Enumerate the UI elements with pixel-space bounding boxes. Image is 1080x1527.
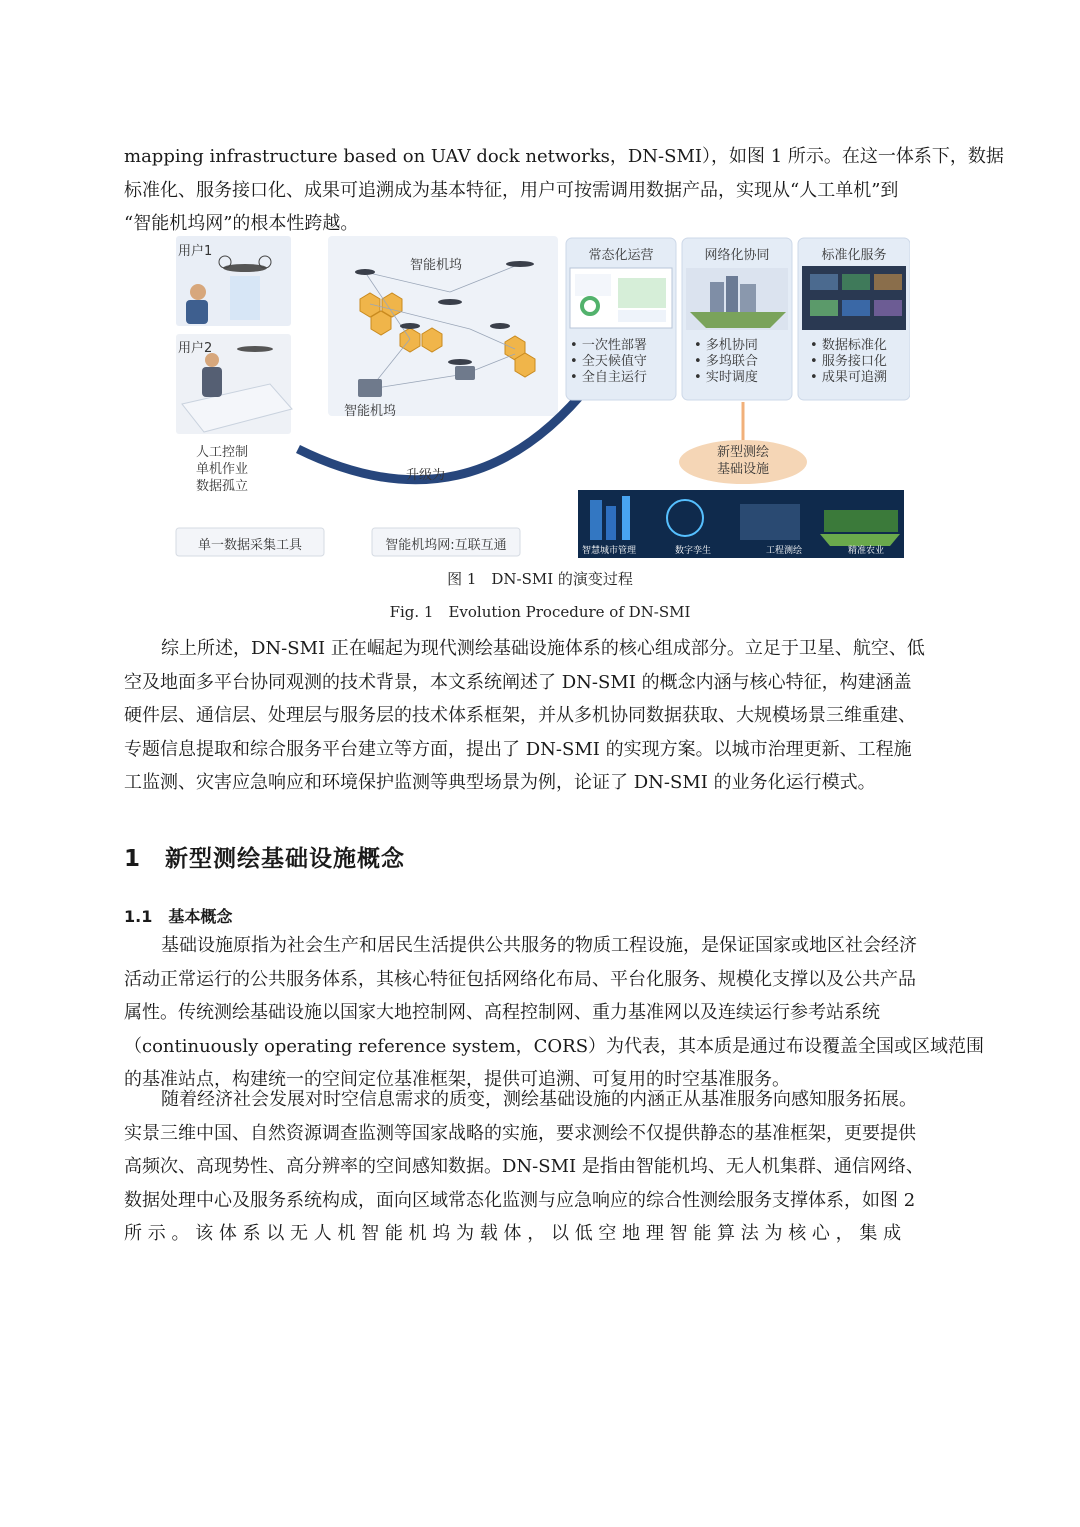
dock-bottom-label: 智能机坞 (344, 404, 397, 419)
oval-text: 新型测绘 (716, 445, 769, 460)
user2-label: 用户2 (178, 341, 213, 356)
text-line: mapping infrastructure based on UAV dock networks，DN-SMI），如图 1 所示。在这一体系下，数据 (124, 146, 1004, 167)
column-item: 实时调度 (705, 370, 758, 385)
oval-text: 基础设施 (716, 462, 769, 477)
manual-feature: 单机作业 (196, 462, 249, 477)
column-list: • 一次性部署 • 全天候值守 • 全自主运行 (570, 338, 647, 385)
text-line: 专题信息提取和综合服务平台建立等方面，提出了 DN-SMI 的实现方案。以城市治理更新、工程施 (124, 738, 912, 760)
text-line: 综上所述，DN-SMI 正在崛起为现代测绘基础设施体系的核心组成部分。立足于卫星、航空、低 (161, 638, 925, 659)
text-line: 高频次、高现势性、高分辨率的空间感知数据。DN-SMI 是指由智能机坞、无人机集群、通信网络、 (124, 1156, 924, 1177)
column-title: 标准化服务 (821, 248, 887, 263)
text-line: 工监测、灾害应急响应和环境保护监测等典型场景为例，论证了 DN-SMI 的业务化运行模式。 (124, 772, 876, 793)
text-line: 的基准站点，构建统一的空间定位基准框架，提供可追溯、可复用的时空基准服务。 (124, 1069, 790, 1090)
text-line: （continuously operating reference system，CORS）为代表，其本质是通过布设覆盖全国或区域范围 (124, 1035, 985, 1057)
scene-label: 智慧城市管理 (582, 546, 637, 556)
left-bottom-label: 单一数据采集工具 (197, 538, 302, 553)
column-title: 网络化协同 (704, 248, 770, 263)
text-line: 空及地面多平台协同观测的技术背景，本文系统阐述了 DN-SMI 的概念内涵与核心特征，构建涵盖 (124, 671, 912, 693)
figure-caption-en: Fig. 1 Evolution Procedure of DN-SMI (389, 603, 691, 621)
subsection-heading: 1.1 基本概念 (124, 907, 233, 926)
mid-bottom-label: 智能机坞网:互联互通 (385, 538, 507, 553)
user1-label: 用户1 (178, 244, 213, 259)
column-item: 多坞联合 (705, 354, 758, 369)
scene-label: 精准农业 (848, 546, 885, 556)
column-item: 全天候值守 (581, 354, 647, 369)
figure-graphic (170, 234, 910, 562)
figure-1 (170, 234, 910, 562)
summary-paragraph (124, 632, 964, 800)
text-line: 数据处理中心及服务系统构成，面向区域常态化监测与应急响应的综合性测绘服务支撑体系，如图 2 (124, 1189, 916, 1211)
manual-features (196, 444, 248, 495)
column-item: 全自主运行 (581, 370, 647, 385)
intro-paragraph (124, 140, 1004, 241)
text-line: “智能机坞网”的根本性跨越。 (124, 213, 359, 234)
body-paragraph-2 (124, 1083, 964, 1251)
text-line: 属性。传统测绘基础设施以国家大地控制网、高程控制网、重力基准网以及连续运行参考站系统 (124, 1002, 880, 1023)
text-line: 标准化、服务接口化、成果可追溯成为基本特征，用户可按需调用数据产品，实现从“人工单机”到 (124, 179, 899, 201)
center-oval (679, 444, 807, 478)
text-line: 活动正常运行的公共服务体系，其核心特征包括网络化布局、平台化服务、规模化支撑以及公共产品 (124, 968, 916, 990)
column-item: 数据标准化 (821, 338, 887, 353)
scene-label: 数字孪生 (675, 546, 712, 556)
scene-label: 工程测绘 (766, 546, 803, 556)
manual-feature: 数据孤立 (196, 479, 249, 494)
column-item: 多机协同 (705, 338, 758, 353)
column-list: • 数据标准化 • 服务接口化 • 成果可追溯 (810, 338, 887, 385)
column-item: 一次性部署 (581, 338, 647, 353)
column-item: 成果可追溯 (821, 370, 887, 385)
figure-caption-cn: 图 1 DN-SMI 的演变过程 (447, 570, 633, 588)
text-line: 所 示 。 该 体 系 以 无 人 机 智 能 机 坞 为 载 体 ， 以 低 空 地 理 智 能 算 法 为 核 心 ， 集 成 (124, 1223, 902, 1244)
manual-feature: 人工控制 (196, 445, 249, 460)
column-item: 服务接口化 (821, 354, 887, 369)
text-line: 基础设施原指为社会生产和居民生活提供公共服务的物质工程设施，是保证国家或地区社会经济 (161, 935, 917, 956)
upgrade-label: 升级为 (406, 468, 446, 483)
section-heading: 1 新型测绘基础设施概念 (124, 846, 406, 872)
column-title: 常态化运营 (588, 248, 654, 263)
body-paragraph-1 (124, 929, 985, 1097)
text-line: 随着经济社会发展对时空信息需求的质变，测绘基础设施的内涵正从基准服务向感知服务拓展。 (161, 1089, 917, 1110)
text-line: 实景三维中国、自然资源调查监测等国家战略的实施，要求测绘不仅提供静态的基准框架，更要提供 (124, 1122, 916, 1144)
dock-top-label: 智能机坞 (410, 258, 463, 273)
text-line: 硬件层、通信层、处理层与服务层的技术体系框架，并从多机协同数据获取、大规模场景三维重建、 (124, 705, 916, 726)
column-list: • 多机协同 • 多坞联合 • 实时调度 (694, 338, 758, 385)
